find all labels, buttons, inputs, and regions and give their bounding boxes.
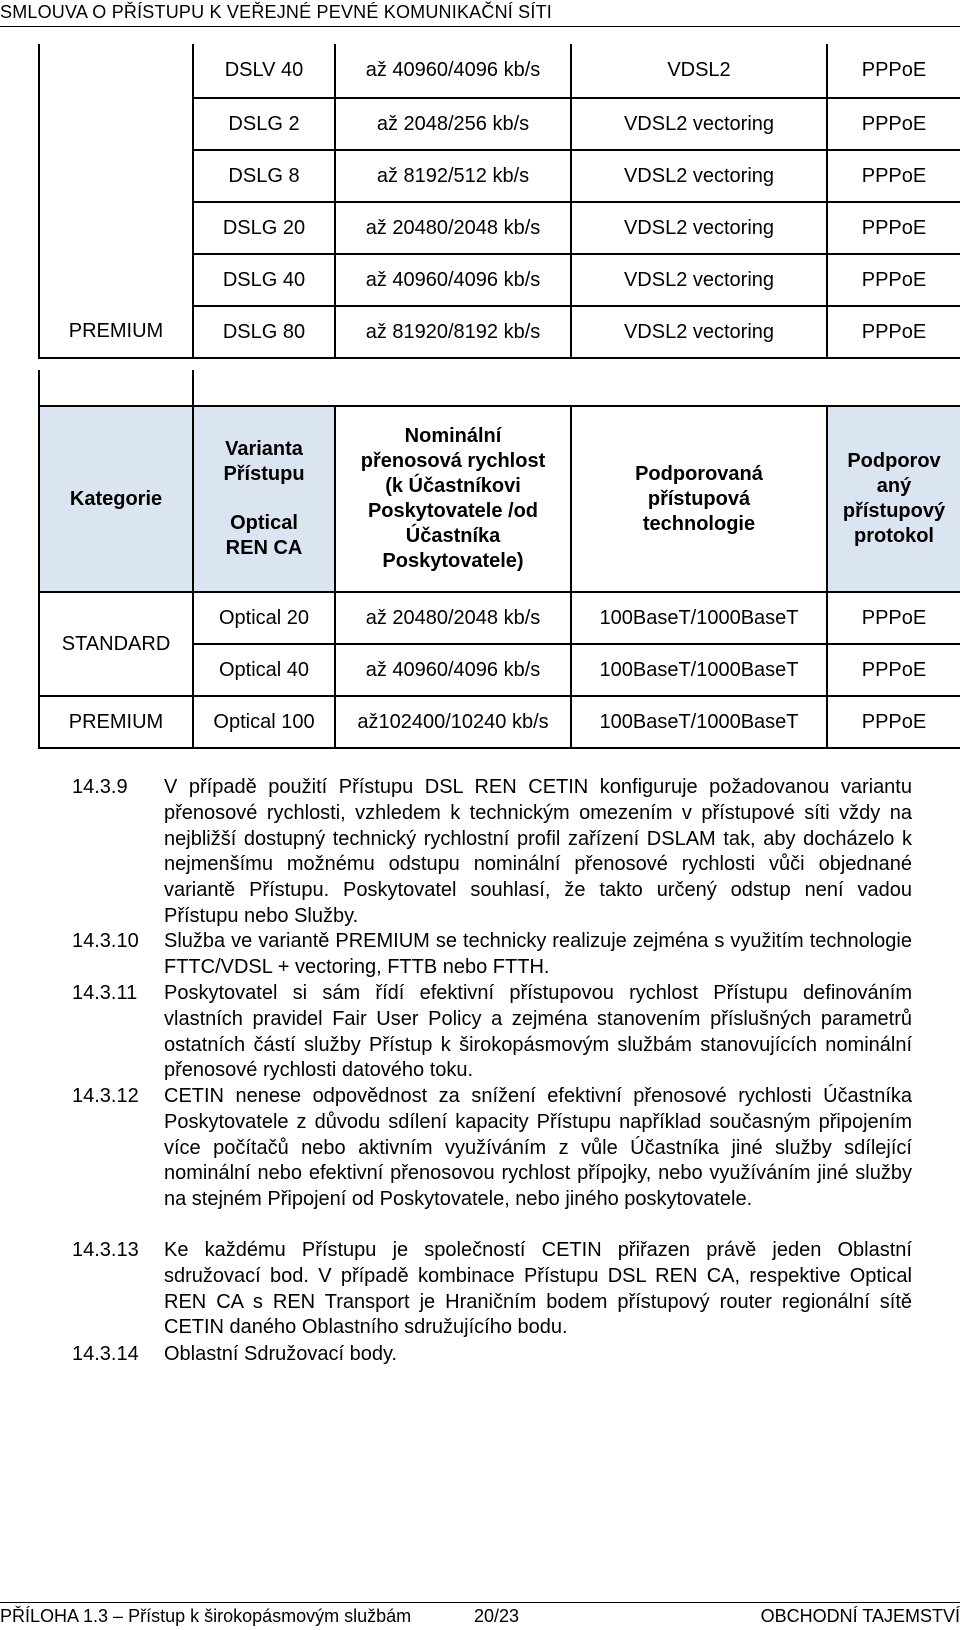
paragraph-number: 14.3.12 (72, 1085, 139, 1107)
paragraph (72, 1342, 912, 1368)
cell-category (39, 254, 193, 306)
table-row (39, 306, 960, 358)
header-divider (0, 26, 960, 27)
header-tech-line: Podporovaná (635, 462, 763, 485)
header-technology (571, 406, 827, 592)
paragraph-number: 14.3.9 (72, 776, 128, 798)
cell-protocol: PPPoE (827, 644, 960, 696)
cell-speed: až 2048/256 kb/s (335, 98, 571, 150)
cell-technology: VDSL2 vectoring (571, 150, 827, 202)
cell-category (39, 44, 193, 98)
optical-variants-table (38, 370, 960, 749)
cell-category: PREMIUM (39, 696, 193, 748)
paragraph-text: Ke každému Přístupu je společností CETIN přiřazen právě jeden Oblastní sdružovací bod. V případě kombinace Přístupu DSL REN CA, respektive Optical REN CA s REN Transport je Hraničním bodem přístupový router regionální sítě CETIN daného Oblastního sdružujícího bodu. (164, 1239, 912, 1339)
paragraph-text: V případě použití Přístupu DSL REN CETIN konfiguruje požadovanou variantu přenosové rychlosti, vzhledem k technickým omezením v přístupové síti vždy na nejbližší dostupný technický rychlostní profil zařízení DSLAM tak, aby docházelo k nejmenšímu možnému odstupu nominální přenosové rychlosti vůči objednané variantě Přístupu. Poskytovatel souhlasí, že takto určený odstup není vadou Přístupu nebo Služby. (164, 776, 912, 927)
cell-variant: Optical 100 (193, 696, 335, 748)
cell-technology: 100BaseT/1000BaseT (571, 592, 827, 644)
table-row (39, 696, 960, 748)
header-variant (193, 406, 335, 592)
header-variant-line: Optical (230, 512, 298, 534)
cell-variant: DSLG 80 (193, 306, 335, 358)
header-proto-line: přístupový (842, 500, 946, 522)
paragraph-text: Služba ve variantě PREMIUM se technicky realizuje zejména s využitím technologie FTTC/VDSL + vectoring, FTTB nebo FTTH. (164, 930, 912, 978)
cell-variant: DSLG 8 (193, 150, 335, 202)
footer-left: PŘÍLOHA 1.3 – Přístup k širokopásmovým službám (0, 1606, 412, 1626)
cell-protocol: PPPoE (827, 202, 960, 254)
header-speed-line: Poskytovatele) (382, 550, 524, 572)
cell-protocol: PPPoE (827, 254, 960, 306)
header-proto-line: Podporov (847, 450, 941, 472)
cell-protocol: PPPoE (827, 98, 960, 150)
header-category: Kategorie (39, 406, 193, 592)
paragraph-text: Poskytovatel si sám řídí efektivní přístupovou rychlost Přístupu definováním vlastních pravidel Fair User Policy a zejména stanovením příslušných parametrů ostatních částí služby Přístup k širokopásmovým službám stanovujících nominální přenosové rychlosti datového toku. (164, 982, 912, 1082)
cell-category: PREMIUM (39, 306, 193, 358)
table-row (39, 202, 960, 254)
cell-speed: až102400/10240 kb/s (335, 696, 571, 748)
paragraph-number: 14.3.10 (72, 930, 139, 952)
cell-speed: až 20480/2048 kb/s (335, 592, 571, 644)
paragraph (72, 1238, 912, 1341)
cell-speed: až 8192/512 kb/s (335, 150, 571, 202)
table-spacer-row (39, 370, 960, 406)
footer-page-number: 20/23 (474, 1606, 520, 1626)
header-proto-line: protokol (854, 525, 934, 547)
paragraph (72, 929, 912, 981)
cell-speed: až 20480/2048 kb/s (335, 202, 571, 254)
header-speed-line: Účastníka (405, 525, 501, 547)
header-speed-line: Nominální (404, 425, 502, 447)
cell-category (39, 202, 193, 254)
cell-variant: Optical 40 (193, 644, 335, 696)
cell-variant: DSLG 2 (193, 98, 335, 150)
cell-technology: VDSL2 vectoring (571, 254, 827, 306)
cell-technology: 100BaseT/1000BaseT (571, 644, 827, 696)
spacer-cell (193, 370, 960, 406)
cell-category (39, 98, 193, 150)
header-variant-line: Přístupu (223, 463, 305, 485)
cell-speed: až 40960/4096 kb/s (335, 644, 571, 696)
table-row (39, 150, 960, 202)
cell-speed: až 81920/8192 kb/s (335, 306, 571, 358)
cell-technology: VDSL2 vectoring (571, 202, 827, 254)
cell-speed: až 40960/4096 kb/s (335, 44, 571, 98)
header-tech-line: přístupová (647, 487, 751, 510)
cell-category: STANDARD (39, 592, 193, 696)
header-protocol (827, 406, 960, 592)
cell-variant: DSLG 20 (193, 202, 335, 254)
cell-variant: Optical 20 (193, 592, 335, 644)
table-row (39, 44, 960, 98)
cell-speed: až 40960/4096 kb/s (335, 254, 571, 306)
cell-protocol: PPPoE (827, 696, 960, 748)
header-proto-line: aný (876, 475, 912, 497)
cell-protocol: PPPoE (827, 44, 960, 98)
cell-technology: VDSL2 vectoring (571, 98, 827, 150)
header-speed-line: (k Účastníkovi (385, 475, 521, 497)
table-header-row (39, 406, 960, 592)
paragraph-number: 14.3.14 (72, 1343, 139, 1365)
table-row (39, 592, 960, 644)
cell-protocol: PPPoE (827, 592, 960, 644)
cell-technology: 100BaseT/1000BaseT (571, 696, 827, 748)
cell-variant: DSLG 40 (193, 254, 335, 306)
paragraph-text: CETIN nenese odpovědnost za snížení efektivní přenosové rychlosti Účastníka Poskytovatele z důvodu sdílení kapacity Přístupu například současným připojením více počítačů nebo aktivním využíváním z vůle Účastníka jiné služby sdílející nominální nebo efektivní přenosovou rychlost přípojky, nebo využíváním jiné služby na stejném Připojení od Poskytovatele, nebo jiného poskytovatele. (164, 1085, 912, 1211)
page-header-title: SMLOUVA O PŘÍSTUPU K VEŘEJNÉ PEVNÉ KOMUNIKAČNÍ SÍTI (0, 2, 552, 22)
table-row (39, 254, 960, 306)
cell-category (39, 150, 193, 202)
paragraph-number: 14.3.11 (72, 982, 138, 1004)
header-variant-line: Varianta (225, 438, 303, 460)
cell-technology: VDSL2 (571, 44, 827, 98)
dsl-variants-table (38, 44, 960, 359)
paragraph (72, 981, 912, 1084)
paragraph (72, 1084, 912, 1213)
cell-protocol: PPPoE (827, 306, 960, 358)
header-speed-line: přenosová rychlost (360, 450, 546, 472)
paragraph-number: 14.3.13 (72, 1239, 139, 1261)
header-speed (335, 406, 571, 592)
paragraph-text: Oblastní Sdružovací body. (164, 1343, 398, 1365)
header-tech-line: technologie (642, 512, 756, 535)
cell-variant: DSLV 40 (193, 44, 335, 98)
cell-protocol: PPPoE (827, 150, 960, 202)
spacer-cell (39, 370, 193, 406)
cell-technology: VDSL2 vectoring (571, 306, 827, 358)
footer-divider (0, 1602, 960, 1603)
header-variant-line: REN CA (225, 537, 303, 559)
header-speed-line: Poskytovatele /od (367, 500, 539, 522)
footer-right: OBCHODNÍ TAJEMSTVÍ (760, 1606, 960, 1626)
paragraph (72, 775, 912, 930)
table-row (39, 98, 960, 150)
